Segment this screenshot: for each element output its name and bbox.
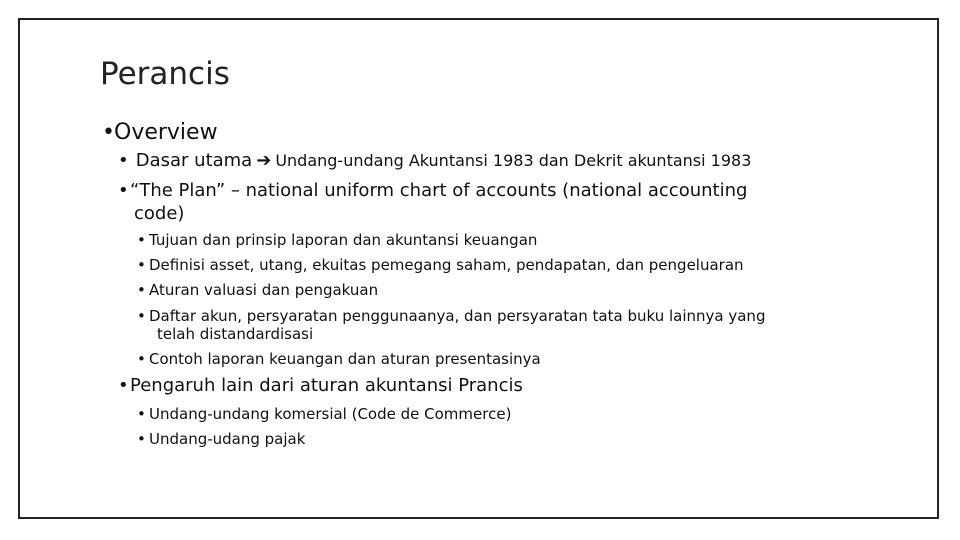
plan-item: • Tujuan dan prinsip laporan dan akuntansi keuangan [137,231,538,249]
plan-item: • Contoh laporan keuangan dan aturan presentasinya [137,350,541,368]
bullet-dot: • [118,180,129,201]
bullet-pengaruh: •Pengaruh lain dari aturan akuntansi Prancis [118,375,523,396]
pengaruh-item: • Undang-udang pajak [137,430,306,448]
plan-item-continuation: telah distandardisasi [157,325,314,343]
pengaruh-item: • Undang-undang komersial (Code de Commerce) [137,405,512,423]
bullet-dasar-utama: • Dasar utama ➔ Undang-undang Akuntansi 1983 dan Dekrit akuntansi 1983 [118,150,752,171]
plan-item: • Aturan valuasi dan pengakuan [137,281,379,299]
bullet-dot: • [102,120,115,145]
the-plan-continuation: code) [134,203,185,224]
bullet-dot: • [118,150,129,171]
bullet-overview: •Overview [102,120,218,145]
plan-item: • Daftar akun, persyaratan penggunaanya, dan persyaratan tata buku lainnya yang [137,307,766,325]
slide-frame [18,18,939,519]
slide-title: Perancis [100,56,230,92]
bullet-dot: • [118,375,129,396]
right-arrow-icon: ➔ [256,150,272,171]
plan-item: • Definisi asset, utang, ekuitas pemegang saham, pendapatan, dan pengeluaran [137,256,744,274]
bullet-the-plan: •“The Plan” – national uniform chart of accounts (national accounting [118,180,748,201]
